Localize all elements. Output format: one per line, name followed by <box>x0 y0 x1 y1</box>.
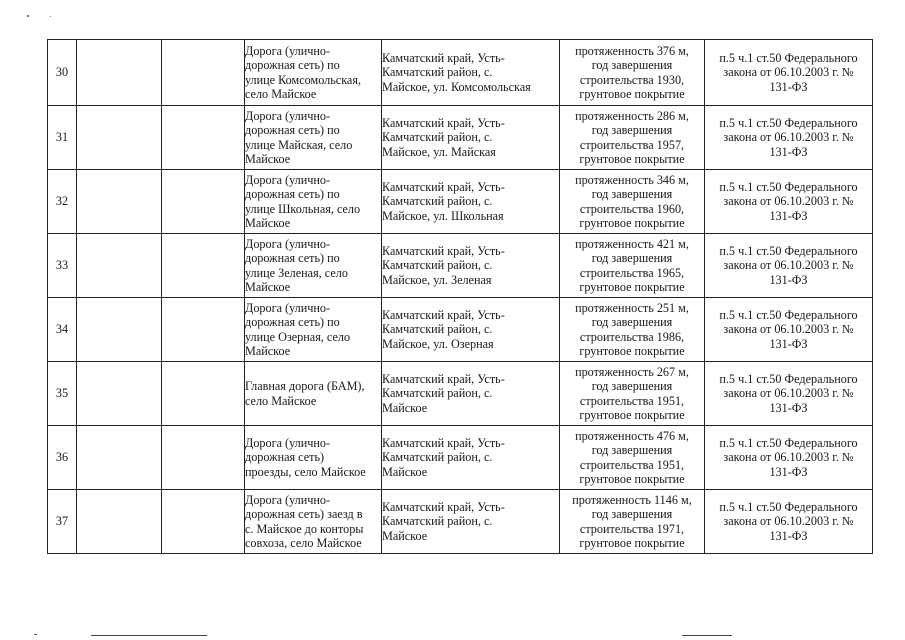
table-row <box>48 234 873 298</box>
empty-cell <box>77 170 162 234</box>
address-cell <box>382 426 560 490</box>
legal-basis-cell <box>705 298 873 362</box>
object-name-cell <box>245 490 382 554</box>
object-name: Дорога (улично- дорожная сеть) заезд в с. Майское до конторы совхоза, село Майское <box>245 492 364 550</box>
empty-cell <box>162 426 245 490</box>
row-number: 34 <box>48 298 77 362</box>
address-cell <box>382 170 560 234</box>
characteristics-cell <box>560 490 705 554</box>
footer-rule-right <box>682 635 732 636</box>
object-name: Главная дорога (БАМ), село Майское <box>245 379 365 408</box>
empty-cell <box>77 40 162 106</box>
object-name: Дорога (улично- дорожная сеть) проезды, село Майское <box>245 436 366 479</box>
address: Камчатский край, Усть- Камчатский район, с. Майское <box>382 500 505 543</box>
characteristics: протяженность 251 м, год завершения строительства 1986, грунтовое покрытие <box>575 300 689 358</box>
table-row <box>48 170 873 234</box>
empty-cell <box>77 362 162 426</box>
address: Камчатский край, Усть- Камчатский район, с. Майское <box>382 372 505 415</box>
empty-cell <box>162 298 245 362</box>
road-registry-table <box>47 39 873 554</box>
object-name-cell <box>245 362 382 426</box>
address-cell <box>382 106 560 170</box>
address-cell <box>382 234 560 298</box>
address-cell <box>382 490 560 554</box>
address: Камчатский край, Усть- Камчатский район, с. Майское, ул. Комсомольская <box>382 51 531 94</box>
empty-cell <box>77 490 162 554</box>
scan-speck <box>27 15 29 17</box>
address-cell <box>382 298 560 362</box>
legal-basis: п.5 ч.1 ст.50 Федерального закона от 06.10.2003 г. № 131-ФЗ <box>719 436 858 479</box>
object-name-cell <box>245 40 382 106</box>
empty-cell <box>77 106 162 170</box>
row-number: 30 <box>48 40 77 106</box>
legal-basis-cell <box>705 170 873 234</box>
table-row <box>48 40 873 106</box>
characteristics: протяженность 1146 м, год завершения строительства 1971, грунтовое покрытие <box>572 492 692 550</box>
characteristics-cell <box>560 106 705 170</box>
row-number: 36 <box>48 426 77 490</box>
row-number: 35 <box>48 362 77 426</box>
characteristics: протяженность 376 м, год завершения строительства 1930, грунтовое покрытие <box>575 43 689 101</box>
object-name-cell <box>245 426 382 490</box>
row-number: 31 <box>48 106 77 170</box>
table-row <box>48 298 873 362</box>
empty-cell <box>162 106 245 170</box>
characteristics-cell <box>560 170 705 234</box>
object-name-cell <box>245 170 382 234</box>
scan-speck <box>50 16 51 17</box>
object-name: Дорога (улично- дорожная сеть) по улице Майская, село Майское <box>245 108 353 166</box>
table-row <box>48 490 873 554</box>
address: Камчатский край, Усть- Камчатский район, с. Майское, ул. Школьная <box>382 180 505 223</box>
address-cell <box>382 362 560 426</box>
address: Камчатский край, Усть- Камчатский район, с. Майское, ул. Майская <box>382 116 505 159</box>
road-registry-body <box>48 40 873 554</box>
characteristics: протяженность 476 м, год завершения строительства 1951, грунтовое покрытие <box>575 428 689 486</box>
object-name: Дорога (улично- дорожная сеть) по улице Школьная, село Майское <box>245 172 361 230</box>
object-name: Дорога (улично- дорожная сеть) по улице Зеленая, село Майское <box>245 236 348 294</box>
characteristics: протяженность 267 м, год завершения строительства 1951, грунтовое покрытие <box>575 364 689 422</box>
legal-basis: п.5 ч.1 ст.50 Федерального закона от 06.10.2003 г. № 131-ФЗ <box>719 372 858 415</box>
characteristics-cell <box>560 362 705 426</box>
legal-basis-cell <box>705 426 873 490</box>
legal-basis-cell <box>705 362 873 426</box>
object-name-cell <box>245 106 382 170</box>
empty-cell <box>162 40 245 106</box>
legal-basis: п.5 ч.1 ст.50 Федерального закона от 06.10.2003 г. № 131-ФЗ <box>719 51 858 94</box>
empty-cell <box>77 298 162 362</box>
legal-basis: п.5 ч.1 ст.50 Федерального закона от 06.10.2003 г. № 131-ФЗ <box>719 180 858 223</box>
characteristics-cell <box>560 234 705 298</box>
empty-cell <box>162 170 245 234</box>
characteristics: протяженность 286 м, год завершения строительства 1957, грунтовое покрытие <box>575 108 689 166</box>
address-cell <box>382 40 560 106</box>
legal-basis-cell <box>705 40 873 106</box>
address: Камчатский край, Усть- Камчатский район, с. Майское <box>382 436 505 479</box>
object-name-cell <box>245 298 382 362</box>
scan-speck <box>34 634 37 635</box>
empty-cell <box>162 234 245 298</box>
characteristics-cell <box>560 298 705 362</box>
legal-basis: п.5 ч.1 ст.50 Федерального закона от 06.10.2003 г. № 131-ФЗ <box>719 308 858 351</box>
object-name: Дорога (улично- дорожная сеть) по улице Озерная, село Майское <box>245 300 351 358</box>
table-row <box>48 106 873 170</box>
characteristics-cell <box>560 40 705 106</box>
empty-cell <box>162 490 245 554</box>
object-name: Дорога (улично- дорожная сеть) по улице Комсомольская, село Майское <box>245 43 361 101</box>
empty-cell <box>77 426 162 490</box>
row-number: 37 <box>48 490 77 554</box>
object-name-cell <box>245 234 382 298</box>
legal-basis-cell <box>705 490 873 554</box>
empty-cell <box>162 362 245 426</box>
footer-rule-left <box>91 635 207 636</box>
table-row <box>48 362 873 426</box>
row-number: 33 <box>48 234 77 298</box>
legal-basis: п.5 ч.1 ст.50 Федерального закона от 06.10.2003 г. № 131-ФЗ <box>719 500 858 543</box>
legal-basis: п.5 ч.1 ст.50 Федерального закона от 06.10.2003 г. № 131-ФЗ <box>719 244 858 287</box>
legal-basis-cell <box>705 234 873 298</box>
empty-cell <box>77 234 162 298</box>
address: Камчатский край, Усть- Камчатский район, с. Майское, ул. Озерная <box>382 308 505 351</box>
legal-basis: п.5 ч.1 ст.50 Федерального закона от 06.10.2003 г. № 131-ФЗ <box>719 116 858 159</box>
characteristics-cell <box>560 426 705 490</box>
characteristics: протяженность 346 м, год завершения строительства 1960, грунтовое покрытие <box>575 172 689 230</box>
table-row <box>48 426 873 490</box>
characteristics: протяженность 421 м, год завершения строительства 1965, грунтовое покрытие <box>575 236 689 294</box>
row-number: 32 <box>48 170 77 234</box>
legal-basis-cell <box>705 106 873 170</box>
address: Камчатский край, Усть- Камчатский район, с. Майское, ул. Зеленая <box>382 244 505 287</box>
